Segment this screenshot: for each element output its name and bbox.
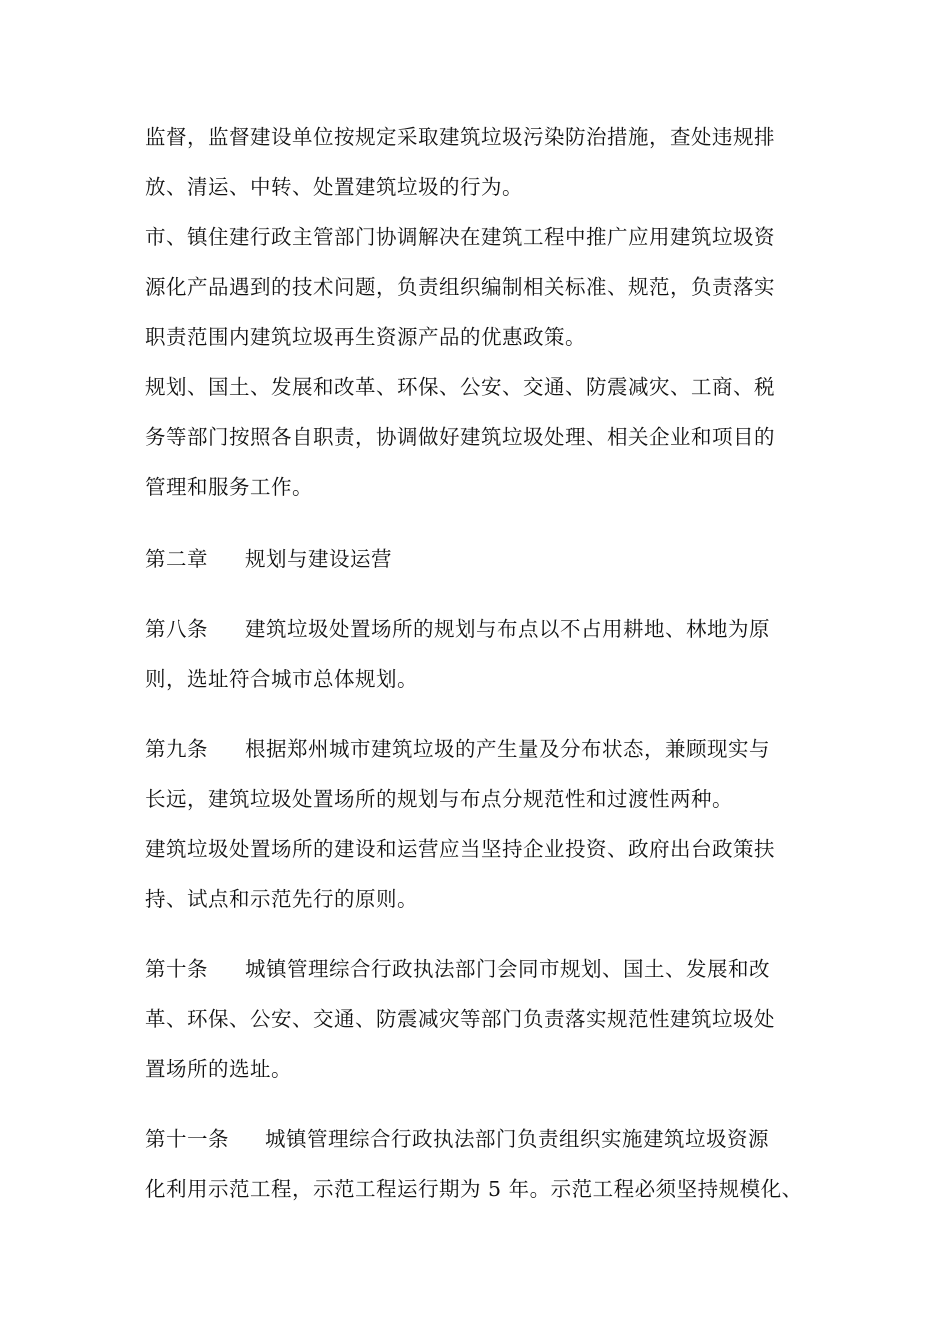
article-9: [145, 724, 810, 924]
text-line: 长远，建筑垃圾处置场所的规划与布点分规范性和过渡性两种。: [145, 787, 733, 811]
text-line: [145, 604, 810, 654]
article-8: [145, 604, 810, 704]
article-text: 城镇管理综合行政执法部门负责组织实施建筑垃圾资源: [265, 1127, 769, 1151]
chapter-number: 第二章: [145, 547, 208, 571]
text-line: 革、环保、公安、交通、防震减灾等部门负责落实规范性建筑垃圾处: [145, 1007, 775, 1031]
article-11: [145, 1114, 810, 1214]
text-line: 持、试点和示范先行的原则。: [145, 887, 418, 911]
text-line: 监督，监督建设单位按规定采取建筑垃圾污染防治措施，查处违规排: [145, 125, 775, 149]
article-text: 城镇管理综合行政执法部门会同市规划、国土、发展和改: [245, 957, 770, 981]
text-line: 规划、国土、发展和改革、环保、公安、交通、防震减灾、工商、税: [145, 375, 775, 399]
article-text: 建筑垃圾处置场所的规划与布点以不占用耕地、林地为原: [245, 617, 770, 641]
paragraph-other-depts: [145, 362, 810, 512]
text-line: [145, 944, 810, 994]
text-line: 放、清运、中转、处置建筑垃圾的行为。: [145, 175, 523, 199]
chapter-title: 规划与建设运营: [245, 547, 392, 571]
article-label: 第九条: [145, 737, 208, 761]
chapter-heading: [145, 534, 810, 584]
text-line: 置场所的选址。: [145, 1057, 292, 1081]
text-line: 则，选址符合城市总体规划。: [145, 667, 418, 691]
paragraph-supervision: [145, 112, 810, 212]
text-line: 源化产品遇到的技术问题，负责组织编制相关标准、规范，负责落实: [145, 275, 775, 299]
text-line: 化利用示范工程，示范工程运行期为 5 年。示范工程必须坚持规模化、: [145, 1177, 803, 1201]
article-10: [145, 944, 810, 1094]
text-line: 职责范围内建筑垃圾再生资源产品的优惠政策。: [145, 325, 586, 349]
text-line: [145, 1114, 810, 1164]
article-label: 第十一条: [145, 1127, 229, 1151]
text-line: 建筑垃圾处置场所的建设和运营应当坚持企业投资、政府出台政策扶: [145, 837, 775, 861]
article-label: 第八条: [145, 617, 208, 641]
text-line: 市、镇住建行政主管部门协调解决在建筑工程中推广应用建筑垃圾资: [145, 225, 775, 249]
paragraph-housing-dept: [145, 212, 810, 362]
text-line: [145, 724, 810, 774]
text-line: 管理和服务工作。: [145, 475, 313, 499]
article-label: 第十条: [145, 957, 208, 981]
article-text: 根据郑州城市建筑垃圾的产生量及分布状态，兼顾现实与: [245, 737, 770, 761]
text-line: 务等部门按照各自职责，协调做好建筑垃圾处理、相关企业和项目的: [145, 425, 775, 449]
